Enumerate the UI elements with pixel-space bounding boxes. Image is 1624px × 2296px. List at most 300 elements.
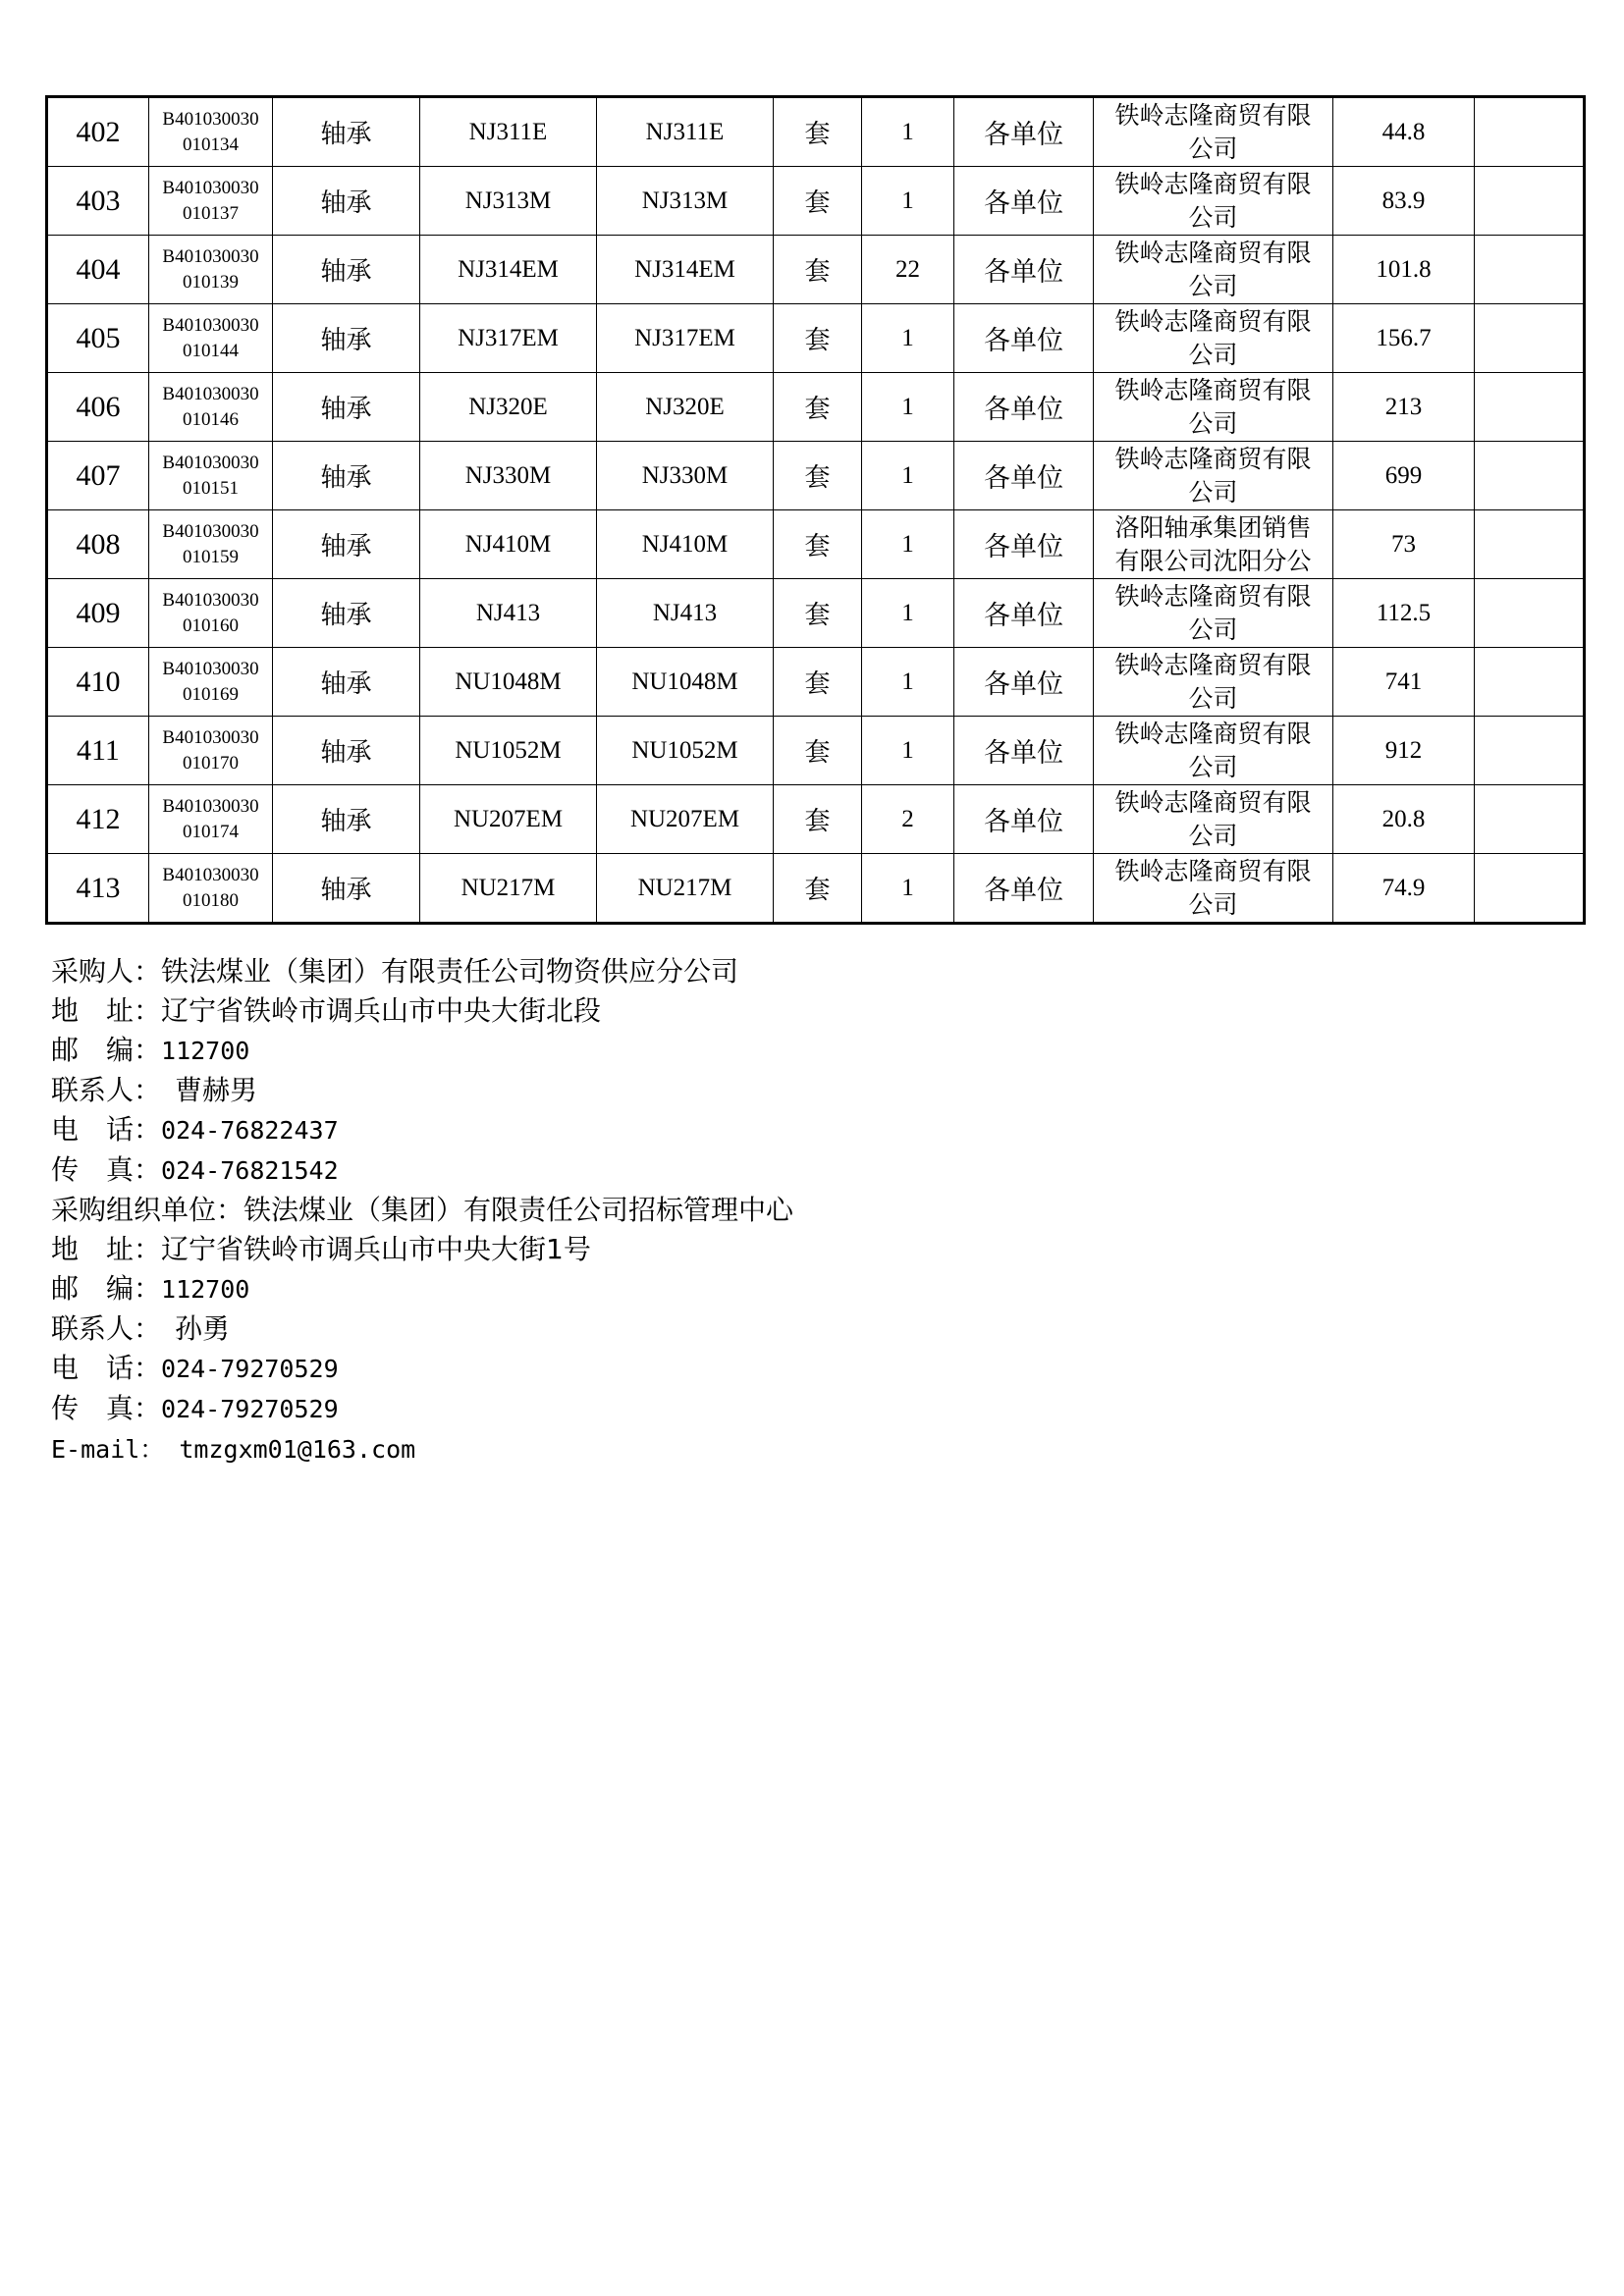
material-code-line: 010151 — [183, 477, 239, 499]
supplier-line: 铁岭志隆商贸有限 — [1114, 375, 1312, 404]
unit-cell — [774, 717, 862, 785]
specification: NU217M — [460, 874, 556, 901]
organizer-address: 辽宁省铁岭市调兵山市中央大街1号 — [161, 1233, 591, 1265]
unit-price-cell — [1333, 373, 1475, 442]
supplier-line: 公司 — [1188, 683, 1238, 713]
supplier-cell — [1094, 579, 1333, 648]
supplier-line: 公司 — [1188, 821, 1238, 850]
supplier-line: 铁岭志隆商贸有限 — [1114, 100, 1312, 130]
unit-price: 101.8 — [1376, 255, 1432, 283]
row-number: 408 — [76, 527, 121, 561]
using-department-cell — [954, 167, 1094, 236]
model: NJ311E — [645, 118, 725, 145]
material-code-line: 010134 — [183, 133, 239, 155]
supplier-line: 有限公司沈阳分公 — [1114, 546, 1312, 575]
material-code-cell — [149, 648, 273, 717]
organizer-postcode-line — [51, 1269, 1229, 1309]
quantity: 1 — [901, 393, 914, 420]
material-code-line: 010180 — [183, 889, 239, 911]
supplier-line: 公司 — [1188, 614, 1238, 644]
unit: 套 — [804, 257, 831, 287]
model-cell — [597, 442, 774, 510]
note-cell — [1475, 97, 1585, 167]
unit: 套 — [804, 326, 831, 355]
material-code-line: 010146 — [183, 408, 239, 430]
using-department-cell — [954, 97, 1094, 167]
unit-price-cell — [1333, 442, 1475, 510]
material-code-line: 010174 — [183, 821, 239, 842]
using-department: 各单位 — [984, 326, 1063, 356]
using-department-cell — [954, 579, 1094, 648]
using-department: 各单位 — [984, 807, 1063, 837]
table-row — [47, 785, 1585, 854]
model-cell — [597, 717, 774, 785]
row-number-cell — [47, 854, 149, 924]
material-code-line: 010144 — [183, 340, 239, 361]
unit-price: 44.8 — [1381, 118, 1426, 145]
unit: 套 — [804, 807, 831, 836]
unit-cell — [774, 167, 862, 236]
table-row — [47, 304, 1585, 373]
purchaser-contact: 曹赫男 — [147, 1074, 258, 1106]
unit-price: 73 — [1391, 530, 1416, 558]
specification: NJ413 — [475, 599, 541, 626]
table-row — [47, 97, 1585, 167]
table-row — [47, 648, 1585, 717]
using-department: 各单位 — [984, 669, 1063, 700]
label: 联系人： — [51, 1074, 148, 1106]
note-cell — [1475, 854, 1585, 924]
quantity: 1 — [901, 736, 914, 764]
unit: 套 — [804, 463, 831, 493]
table-row — [47, 236, 1585, 304]
note-cell — [1475, 442, 1585, 510]
row-number: 407 — [76, 458, 121, 492]
row-number-cell — [47, 510, 149, 579]
material-name-cell — [273, 785, 420, 854]
unit-cell — [774, 442, 862, 510]
quantity-cell — [862, 510, 954, 579]
unit-price: 741 — [1384, 667, 1423, 695]
supplier-cell — [1094, 442, 1333, 510]
supplier-cell — [1094, 97, 1333, 167]
supplier-line: 铁岭志隆商贸有限 — [1114, 581, 1312, 611]
material-code-line: B401030030 — [162, 589, 259, 611]
organizer-contact: 孙勇 — [147, 1312, 231, 1345]
material-name-cell — [273, 304, 420, 373]
organizer-name-line — [51, 1191, 1229, 1230]
specification: NJ330M — [464, 461, 552, 489]
note-cell — [1475, 304, 1585, 373]
material-code-line: B401030030 — [162, 314, 259, 336]
material-name-cell — [273, 236, 420, 304]
material-code-cell — [149, 373, 273, 442]
quantity-cell — [862, 442, 954, 510]
unit-price-cell — [1333, 304, 1475, 373]
purchaser-fax: 024-76821542 — [161, 1156, 339, 1185]
note-cell — [1475, 648, 1585, 717]
unit-price-cell — [1333, 785, 1475, 854]
purchaser-fax-line — [51, 1150, 1229, 1191]
table-row — [47, 373, 1585, 442]
material-code-line: 010159 — [183, 546, 239, 567]
label: 传 真： — [51, 1392, 162, 1424]
organizer-contact-line — [51, 1309, 1229, 1349]
material-name: 轴承 — [320, 532, 372, 561]
quantity: 22 — [895, 255, 920, 283]
row-number: 402 — [76, 115, 121, 148]
specification-cell — [420, 442, 597, 510]
material-name: 轴承 — [320, 188, 372, 218]
organizer-name: 铁法煤业（集团）有限责任公司招标管理中心 — [244, 1194, 794, 1226]
purchaser-address: 辽宁省铁岭市调兵山市中央大街北段 — [161, 994, 602, 1027]
using-department-cell — [954, 785, 1094, 854]
using-department-cell — [954, 442, 1094, 510]
table-row — [47, 442, 1585, 510]
quantity-cell — [862, 785, 954, 854]
material-code-cell — [149, 785, 273, 854]
specification-cell — [420, 304, 597, 373]
material-code-cell — [149, 717, 273, 785]
model: NJ320E — [645, 393, 725, 420]
supplier-line: 公司 — [1188, 271, 1238, 300]
specification: NU1052M — [455, 736, 562, 764]
note-cell — [1475, 785, 1585, 854]
unit-price-cell — [1333, 510, 1475, 579]
unit: 套 — [804, 395, 831, 424]
material-code-cell — [149, 579, 273, 648]
specification-cell — [420, 785, 597, 854]
material-code-cell — [149, 510, 273, 579]
using-department: 各单位 — [984, 601, 1063, 631]
unit: 套 — [804, 188, 831, 218]
quantity-cell — [862, 717, 954, 785]
material-code-line: B401030030 — [162, 452, 259, 473]
unit: 套 — [804, 120, 831, 149]
material-name-cell — [273, 648, 420, 717]
using-department-cell — [954, 854, 1094, 924]
supplier-cell — [1094, 717, 1333, 785]
specification: NJ317EM — [458, 324, 559, 351]
label: 联系人： — [51, 1312, 148, 1345]
quantity-cell — [862, 648, 954, 717]
label: 采购人： — [51, 955, 162, 988]
model-cell — [597, 167, 774, 236]
specification-cell — [420, 579, 597, 648]
label: 地 址： — [51, 994, 162, 1027]
purchaser-postcode-line — [51, 1031, 1229, 1071]
material-name: 轴承 — [320, 876, 372, 905]
row-number-cell — [47, 167, 149, 236]
material-name-cell — [273, 854, 420, 924]
specification: NJ314EM — [458, 255, 559, 283]
material-name: 轴承 — [320, 807, 372, 836]
specification-cell — [420, 167, 597, 236]
material-name-cell — [273, 442, 420, 510]
specification: NU207EM — [453, 805, 564, 832]
quantity: 1 — [901, 324, 914, 351]
using-department: 各单位 — [984, 532, 1063, 562]
using-department-cell — [954, 373, 1094, 442]
unit-price-cell — [1333, 236, 1475, 304]
label: E-mail： — [51, 1435, 165, 1464]
quantity: 2 — [901, 805, 914, 832]
unit-price-cell — [1333, 717, 1475, 785]
material-name: 轴承 — [320, 669, 372, 699]
model-cell — [597, 373, 774, 442]
row-number: 409 — [76, 596, 121, 629]
supplier-line: 铁岭志隆商贸有限 — [1114, 719, 1312, 748]
material-code-cell — [149, 167, 273, 236]
model: NU207EM — [629, 805, 740, 832]
row-number: 412 — [76, 802, 121, 835]
model-cell — [597, 648, 774, 717]
material-name-cell — [273, 579, 420, 648]
model: NJ313M — [641, 187, 729, 214]
using-department-cell — [954, 304, 1094, 373]
unit-price: 912 — [1384, 736, 1423, 764]
unit-cell — [774, 648, 862, 717]
row-number-cell — [47, 236, 149, 304]
material-code-line: 010139 — [183, 271, 239, 293]
model: NJ314EM — [634, 255, 735, 283]
row-number-cell — [47, 304, 149, 373]
unit-price-cell — [1333, 854, 1475, 924]
supplier-cell — [1094, 785, 1333, 854]
unit-cell — [774, 236, 862, 304]
unit-price: 213 — [1384, 393, 1423, 420]
purchaser-phone-line — [51, 1110, 1229, 1150]
using-department: 各单位 — [984, 463, 1063, 494]
note-cell — [1475, 167, 1585, 236]
unit-price: 74.9 — [1381, 874, 1426, 901]
contact-info — [51, 952, 1229, 1469]
row-number: 404 — [76, 252, 121, 286]
supplier-cell — [1094, 854, 1333, 924]
supplier-cell — [1094, 167, 1333, 236]
material-name: 轴承 — [320, 395, 372, 424]
material-code-line: 010137 — [183, 202, 239, 224]
model-cell — [597, 510, 774, 579]
label: 采购组织单位： — [51, 1194, 244, 1226]
quantity-cell — [862, 304, 954, 373]
unit-price: 112.5 — [1376, 599, 1432, 626]
specification-cell — [420, 648, 597, 717]
unit: 套 — [804, 601, 831, 630]
material-name: 轴承 — [320, 257, 372, 287]
quantity: 1 — [901, 461, 914, 489]
row-number-cell — [47, 785, 149, 854]
table-row — [47, 510, 1585, 579]
specification-cell — [420, 97, 597, 167]
material-code-line: B401030030 — [162, 520, 259, 542]
specification: NJ313M — [464, 187, 552, 214]
specification-cell — [420, 510, 597, 579]
table-row — [47, 579, 1585, 648]
unit: 套 — [804, 669, 831, 699]
note-cell — [1475, 579, 1585, 648]
specification: NJ410M — [464, 530, 552, 558]
table-body — [47, 97, 1585, 924]
organizer-fax-line — [51, 1389, 1229, 1429]
supplier-line: 公司 — [1188, 340, 1238, 369]
organizer-address-line — [51, 1230, 1229, 1269]
organizer-phone-line — [51, 1349, 1229, 1389]
unit-price: 699 — [1384, 461, 1423, 489]
material-code-line: B401030030 — [162, 864, 259, 885]
unit-price-cell — [1333, 97, 1475, 167]
table-row — [47, 167, 1585, 236]
label: 邮 编： — [51, 1034, 162, 1066]
using-department: 各单位 — [984, 120, 1063, 150]
row-number-cell — [47, 648, 149, 717]
quantity-cell — [862, 236, 954, 304]
material-name-cell — [273, 167, 420, 236]
purchaser-contact-line — [51, 1071, 1229, 1110]
row-number-cell — [47, 373, 149, 442]
note-cell — [1475, 373, 1585, 442]
organizer-email-line — [51, 1429, 1229, 1469]
material-code-cell — [149, 97, 273, 167]
using-department-cell — [954, 510, 1094, 579]
using-department: 各单位 — [984, 738, 1063, 769]
unit: 套 — [804, 876, 831, 905]
label: 邮 编： — [51, 1272, 162, 1305]
unit: 套 — [804, 738, 831, 768]
model-cell — [597, 785, 774, 854]
material-code-cell — [149, 442, 273, 510]
material-code-line: B401030030 — [162, 658, 259, 679]
model: NJ330M — [641, 461, 729, 489]
supplier-line: 铁岭志隆商贸有限 — [1114, 856, 1312, 885]
supplier-line: 铁岭志隆商贸有限 — [1114, 650, 1312, 679]
material-name: 轴承 — [320, 463, 372, 493]
specification-cell — [420, 236, 597, 304]
material-name: 轴承 — [320, 738, 372, 768]
material-code-line: B401030030 — [162, 245, 259, 267]
row-number-cell — [47, 442, 149, 510]
organizer-postcode: 112700 — [161, 1275, 250, 1304]
row-number: 411 — [77, 733, 120, 767]
supplier-line: 洛阳轴承集团销售 — [1114, 512, 1312, 542]
label: 传 真： — [51, 1153, 162, 1186]
supplier-cell — [1094, 648, 1333, 717]
quantity-cell — [862, 579, 954, 648]
unit-cell — [774, 510, 862, 579]
using-department-cell — [954, 648, 1094, 717]
supplier-line: 公司 — [1188, 752, 1238, 781]
organizer-phone: 024-79270529 — [161, 1355, 339, 1383]
quantity: 1 — [901, 667, 914, 695]
supplier-line: 铁岭志隆商贸有限 — [1114, 306, 1312, 336]
row-number: 405 — [76, 321, 121, 354]
specification-cell — [420, 373, 597, 442]
material-code-line: B401030030 — [162, 108, 259, 130]
material-name: 轴承 — [320, 601, 372, 630]
table-row — [47, 717, 1585, 785]
unit-price: 83.9 — [1381, 187, 1426, 214]
using-department: 各单位 — [984, 876, 1063, 906]
material-name-cell — [273, 510, 420, 579]
supplier-line: 公司 — [1188, 889, 1238, 919]
quantity-cell — [862, 373, 954, 442]
model-cell — [597, 97, 774, 167]
supplier-line: 铁岭志隆商贸有限 — [1114, 238, 1312, 267]
quantity: 1 — [901, 599, 914, 626]
note-cell — [1475, 510, 1585, 579]
material-code-line: B401030030 — [162, 177, 259, 198]
unit-price-cell — [1333, 579, 1475, 648]
quantity-cell — [862, 854, 954, 924]
note-cell — [1475, 717, 1585, 785]
unit-cell — [774, 373, 862, 442]
using-department: 各单位 — [984, 188, 1063, 219]
material-code-cell — [149, 854, 273, 924]
material-code-cell — [149, 236, 273, 304]
specification: NU1048M — [455, 667, 562, 695]
model: NJ413 — [652, 599, 718, 626]
unit-price: 156.7 — [1376, 324, 1432, 351]
material-code-line: 010160 — [183, 614, 239, 636]
model-cell — [597, 304, 774, 373]
supplier-line: 铁岭志隆商贸有限 — [1114, 169, 1312, 198]
row-number: 406 — [76, 390, 121, 423]
using-department-cell — [954, 717, 1094, 785]
model-cell — [597, 579, 774, 648]
label: 电 话： — [51, 1352, 162, 1384]
supplier-cell — [1094, 236, 1333, 304]
unit-cell — [774, 785, 862, 854]
quantity: 1 — [901, 874, 914, 901]
organizer-email[interactable]: tmzgxm01@163.com — [164, 1435, 416, 1464]
using-department-cell — [954, 236, 1094, 304]
unit-cell — [774, 304, 862, 373]
unit-price: 20.8 — [1381, 805, 1426, 832]
specification: NJ320E — [468, 393, 548, 420]
material-name-cell — [273, 97, 420, 167]
model: NU1052M — [631, 736, 738, 764]
purchaser-name: 铁法煤业（集团）有限责任公司物资供应分公司 — [161, 955, 739, 988]
row-number-cell — [47, 579, 149, 648]
row-number-cell — [47, 717, 149, 785]
quantity: 1 — [901, 118, 914, 145]
supplier-cell — [1094, 304, 1333, 373]
supplier-line: 公司 — [1188, 477, 1238, 507]
material-name: 轴承 — [320, 326, 372, 355]
specification: NJ311E — [468, 118, 548, 145]
model: NU1048M — [631, 667, 738, 695]
material-code-line: B401030030 — [162, 795, 259, 817]
material-code-line: 010169 — [183, 683, 239, 705]
purchaser-name-line — [51, 952, 1229, 991]
unit-price-cell — [1333, 167, 1475, 236]
supplier-line: 公司 — [1188, 408, 1238, 438]
bearing-price-table — [45, 95, 1586, 925]
material-code-line: B401030030 — [162, 726, 259, 748]
unit-price-cell — [1333, 648, 1475, 717]
purchaser-postcode: 112700 — [161, 1037, 250, 1065]
quantity-cell — [862, 167, 954, 236]
unit-cell — [774, 97, 862, 167]
row-number: 403 — [76, 184, 121, 217]
material-name: 轴承 — [320, 120, 372, 149]
model-cell — [597, 236, 774, 304]
unit-cell — [774, 854, 862, 924]
row-number: 410 — [76, 665, 121, 698]
model: NJ410M — [641, 530, 729, 558]
label: 电 话： — [51, 1113, 162, 1146]
note-cell — [1475, 236, 1585, 304]
